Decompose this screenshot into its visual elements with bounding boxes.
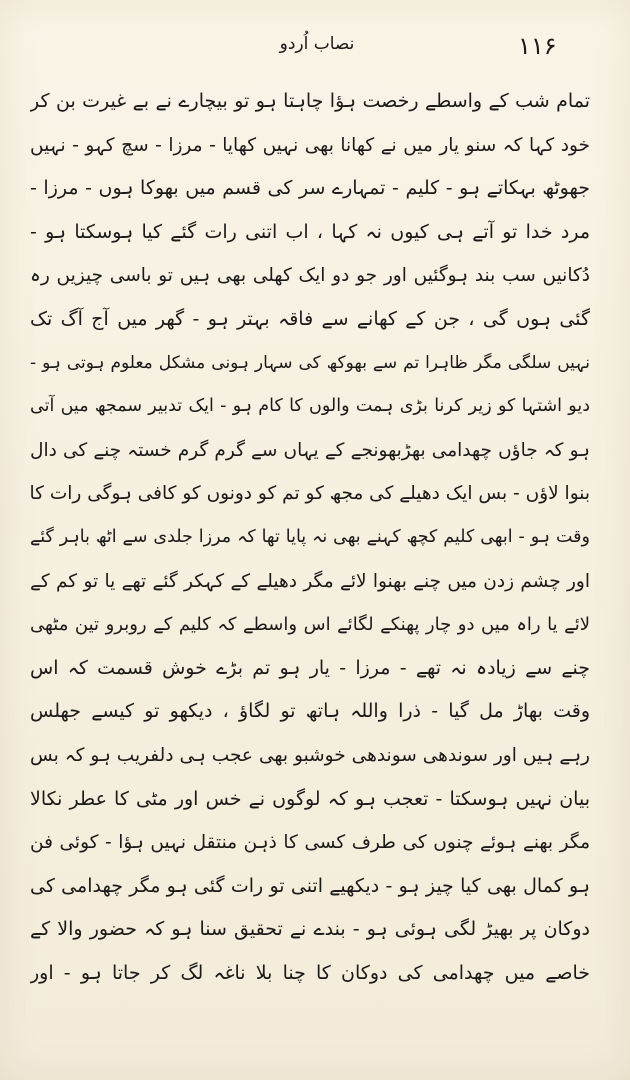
text-line: وقت بھاڑ مل گیا - ذرا واللہ ہاتھ تو لگاؤ ، دیکھو تو کیسے جھلس [30,700,590,723]
text-line: تمام شب کے واسطے رخصت ہؤا چاہتا ہو تو بیچارے نے بے غیرت بن کر [30,90,590,112]
text-line: چنے سے زیادہ نہ تھے - مرزا - یار ہو تم بڑے خوش قسمت کہ اس [30,656,590,679]
text-line: ہو کمال بھی کیا چیز ہو - دیکھیے اتنی تو رات گئی ہو مگر چھدامی کی [30,874,590,897]
text-line: دُکانیں سب بند ہوگئیں اور جو دو ایک کھلی بھی ہیں تو باسی چیزیں رہ [30,265,590,287]
text-line: گئی ہوں گی ، جن کے کھانے سے فاقہ بہتر ہو - گھر میں آج آگ تک [30,307,590,330]
text-line: دیو اشتہا کو زیر کرنا بڑی ہمت والوں کا کام ہو - ایک تدبیر سمجھ میں آتی [30,396,590,417]
text-line: نہیں سلگی مگر ظاہرا تم سے بھوکھ کی سہار ہونی مشکل معلوم ہوتی ہو - [30,352,590,373]
running-title: نصاب اُردو [279,34,355,54]
text-line: وقت ہو - ابھی کلیم کچھ کہنے بھی نہ پایا تھا کہ مرزا جلدی سے اٹھ باہر گئے [30,526,590,547]
text-line: مرد خدا تو آتے ہی کیوں نہ کہا ، اب اتنی رات گئے کیا ہوسکتا ہو - [30,220,590,243]
text-line: خود کہا کہ سنو یار میں نے کھانا بھی نہیں کھایا - مرزا - سچ کہو - نہیں [30,134,590,156]
text-line: بیان نہیں ہوسکتا - تعجب ہو کہ لوگوں نے خس اور مٹی کا عطر نکالا [30,787,590,810]
text-line: بنوا لاؤں - بس ایک دھیلے کی مجھ کو تم کو دونوں کو کافی ہوگی رات کا [30,483,590,505]
text-line: لائے یا راہ میں دو چار پھنکے لگائے اس واسطے کہ کلیم کے روبرو تین مٹھی [30,614,590,636]
body-text [30,80,590,995]
page-number: ۱۱۶ [518,32,557,60]
page-header [0,30,630,70]
text-line: رہے ہیں اور سوندھی سوندھی خوشبو بھی عجب ہی دلفریب ہو کہ بس [30,744,590,766]
text-line: مگر بھنے ہوئے چنوں کی طرف کسی کا ذہن منتقل نہیں ہؤا - کوئی فن [30,832,590,854]
text-line: ہو کہ جاؤں چھدامی بھڑبھونجے کے یہاں سے گرم گرم خستہ چنے کی دال [30,439,590,461]
text-line: خاصے میں چھدامی کی دوکان کا چنا بلا ناغہ لگ کر جاتا ہو - اور [30,961,590,984]
text-line: اور چشم زدن میں چنے بھنوا لائے مگر دھیلے کے کہکر گئے تھے یا تو کم کے [30,570,590,592]
text-line: دوکان پر بھیڑ لگی ہوئی ہو - بندے نے تحقیق سنا ہو کہ حضور والا کے [30,918,590,941]
text-line: جھوٹھ بہکاتے ہو - کلیم - تمہارے سر کی قسم میں بھوکا ہوں - مرزا - [30,177,590,200]
